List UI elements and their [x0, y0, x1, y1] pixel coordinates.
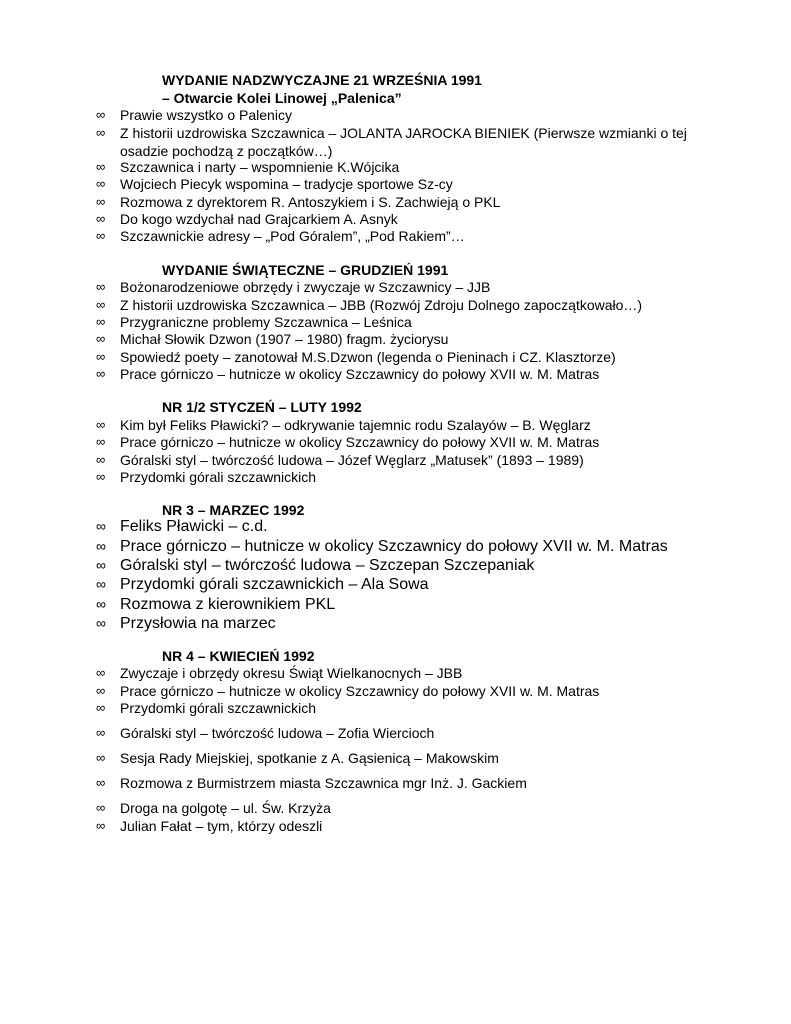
list-item: ∞ Michał Słowik Dzwon (1907 – 1980) fragm. życiorysu	[96, 331, 449, 347]
infinity-bullet-icon: ∞	[96, 576, 106, 592]
list-item: ∞ Przygraniczne problemy Szczawnica – Leśnica	[96, 314, 412, 330]
list-item: ∞ Prace górniczo – hutnicze w okolicy Szczawnicy do połowy XVII w. M. Matras	[96, 538, 668, 555]
list-item: ∞ Góralski styl – twórczość ludowa – Zofia Wiercioch	[96, 725, 435, 741]
infinity-bullet-icon: ∞	[96, 366, 106, 381]
list-item: ∞ Feliks Pławicki – c.d.	[96, 518, 268, 535]
list-item: ∞ Góralski styl – twórczość ludowa – Józef Węglarz „Matusek” (1893 – 1989)	[96, 452, 584, 468]
infinity-bullet-icon: ∞	[96, 683, 106, 698]
list-item: ∞ Kim był Feliks Pławicki? – odkrywanie tajemnic rodu Szalayów – B. Węglarz	[96, 417, 591, 433]
list-item: ∞ Z historii uzdrowiska Szczawnica – JBB (Rozwój Zdroju Dolnego zapoczątkowało…)	[96, 297, 643, 313]
section-heading-line: WYDANIE NADZWYCZAJNE 21 WRZEŚNIA 1991	[162, 72, 482, 88]
list-item: ∞ Z historii uzdrowiska Szczawnica – JOLANTA JAROCKA BIENIEK (Pierwsze wzmianki o tej osadzie pochodzą z początków…)	[96, 125, 687, 159]
infinity-bullet-icon: ∞	[96, 176, 106, 191]
infinity-bullet-icon: ∞	[96, 297, 106, 312]
list-item: ∞ Góralski styl – twórczość ludowa – Szczepan Szczepaniak	[96, 557, 535, 574]
section-heading-line: NR 4 – KWIECIEŃ 1992	[162, 648, 315, 664]
infinity-bullet-icon: ∞	[96, 700, 106, 715]
section-heading	[162, 261, 448, 279]
infinity-bullet-icon: ∞	[96, 750, 106, 765]
infinity-bullet-icon: ∞	[96, 452, 106, 467]
list-item: ∞ Do kogo wzdychał nad Grajcarkiem A. Asnyk	[96, 211, 398, 227]
infinity-bullet-icon: ∞	[96, 331, 106, 346]
infinity-bullet-icon: ∞	[96, 725, 106, 740]
section-heading	[162, 71, 482, 107]
infinity-bullet-icon: ∞	[96, 194, 106, 209]
list-item: ∞ Szczawnickie adresy – „Pod Góralem”, „Pod Rakiem”…	[96, 228, 465, 244]
infinity-bullet-icon: ∞	[96, 434, 106, 449]
list-item: ∞ Przysłowia na marzec	[96, 615, 276, 632]
infinity-bullet-icon: ∞	[96, 800, 106, 815]
infinity-bullet-icon: ∞	[96, 349, 106, 364]
list-item: ∞ Prace górniczo – hutnicze w okolicy Szczawnicy do połowy XVII w. M. Matras	[96, 366, 600, 382]
list-item: ∞ Rozmowa z kierownikiem PKL	[96, 596, 336, 613]
infinity-bullet-icon: ∞	[96, 314, 106, 329]
infinity-bullet-icon: ∞	[96, 557, 106, 573]
section-heading	[162, 398, 362, 416]
list-item: ∞ Szczawnica i narty – wspomnienie K.Wójcika	[96, 159, 400, 175]
infinity-bullet-icon: ∞	[96, 665, 106, 680]
infinity-bullet-icon: ∞	[96, 818, 106, 833]
list-item: ∞ Prace górniczo – hutnicze w okolicy Szczawnicy do połowy XVII w. M. Matras	[96, 434, 600, 450]
list-item: ∞ Zwyczaje i obrzędy okresu Świąt Wielkanocnych – JBB	[96, 665, 463, 681]
section-heading-line: NR 3 – MARZEC 1992	[162, 502, 305, 518]
list-item: ∞ Przydomki górali szczawnickich – Ala Sowa	[96, 576, 429, 593]
list-item: ∞ Wojciech Piecyk wspomina – tradycje sportowe Sz-cy	[96, 176, 453, 192]
infinity-bullet-icon: ∞	[96, 211, 106, 226]
infinity-bullet-icon: ∞	[96, 279, 106, 294]
list-item: ∞ Rozmowa z Burmistrzem miasta Szczawnica mgr Inż. J. Gackiem	[96, 775, 527, 791]
list-item: ∞ Prace górniczo – hutnicze w okolicy Szczawnicy do połowy XVII w. M. Matras	[96, 683, 600, 699]
list-item: ∞ Bożonarodzeniowe obrzędy i zwyczaje w Szczawnicy – JJB	[96, 279, 491, 295]
infinity-bullet-icon: ∞	[96, 159, 106, 174]
infinity-bullet-icon: ∞	[96, 518, 106, 534]
section-heading-line: WYDANIE ŚWIĄTECZNE – GRUDZIEŃ 1991	[162, 262, 449, 278]
infinity-bullet-icon: ∞	[96, 228, 106, 243]
list-item: ∞ Przydomki górali szczawnickich	[96, 469, 317, 485]
list-item: ∞ Droga na golgotę – ul. Św. Krzyża	[96, 800, 331, 816]
infinity-bullet-icon: ∞	[96, 775, 106, 790]
section-heading	[162, 647, 315, 665]
list-item: ∞ Przydomki górali szczawnickich	[96, 700, 317, 716]
list-item: ∞ Sesja Rady Miejskiej, spotkanie z A. Gąsienicą – Makowskim	[96, 750, 499, 766]
list-item: ∞ Spowiedź poety – zanotował M.S.Dzwon (legenda o Pieninach i CZ. Klasztorze)	[96, 349, 616, 365]
infinity-bullet-icon: ∞	[96, 615, 106, 631]
list-item: ∞ Rozmowa z dyrektorem R. Antoszykiem i S. Zachwieją o PKL	[96, 194, 501, 210]
infinity-bullet-icon: ∞	[96, 469, 106, 484]
list-item: ∞ Prawie wszystko o Palenicy	[96, 107, 292, 123]
infinity-bullet-icon: ∞	[96, 107, 106, 122]
list-item: ∞ Julian Fałat – tym, którzy odeszli	[96, 818, 323, 834]
section-heading-line: NR 1/2 STYCZEŃ – LUTY 1992	[162, 399, 362, 415]
section-heading-line: – Otwarcie Kolei Linowej „Palenica”	[162, 90, 402, 106]
infinity-bullet-icon: ∞	[96, 125, 106, 140]
infinity-bullet-icon: ∞	[96, 596, 106, 612]
infinity-bullet-icon: ∞	[96, 417, 106, 432]
infinity-bullet-icon: ∞	[96, 538, 106, 554]
